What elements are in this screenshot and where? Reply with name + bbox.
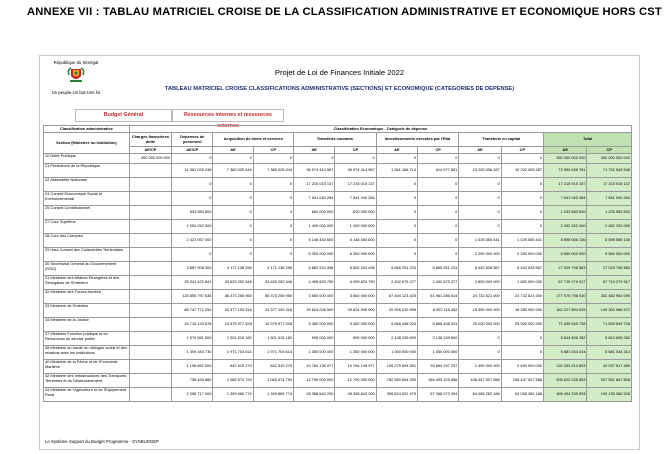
amount-cell: 10 975 977 528	[253, 318, 293, 332]
amount-cell: 0	[501, 220, 543, 234]
amount-cell: 0	[501, 206, 543, 220]
amount-cell: 1 399 665 774	[253, 388, 293, 402]
amount-cell: 0	[418, 178, 459, 192]
section-label: 29 Haut Conseil des Collectivités Territoriales	[44, 248, 130, 262]
total-cell: 17 215 015 137	[587, 178, 632, 192]
amount-cell: 1 350 000 000	[335, 346, 376, 360]
amount-cell: 15 202 006 287	[501, 164, 543, 178]
amount-cell: 2 250 000 000	[459, 248, 501, 262]
total-cell: 5 814 606 282	[587, 332, 632, 346]
amount-cell: 0	[376, 178, 417, 192]
total-cell: 71 839 549 728	[544, 318, 587, 332]
amount-cell	[129, 248, 171, 262]
amount-cell: 11 561 025 248	[172, 164, 213, 178]
amount-cell: 0	[172, 192, 213, 206]
total-cell: 8 550 000 000	[544, 248, 587, 262]
amount-cell: 1 350 000 000	[294, 346, 335, 360]
amount-cell: 0	[418, 154, 459, 164]
amount-cell: 0	[501, 154, 543, 164]
document-title: Projet de Loi de Finances Initiale 2022	[274, 68, 405, 77]
amount-cell	[129, 346, 171, 360]
amount-cell: 0	[253, 192, 293, 206]
section-label: 42 Ministère des Infrastructures des Transports Terrestres et du Désenclavement	[44, 374, 130, 388]
amount-cell: 1 501 515 182	[213, 332, 253, 346]
amount-cell: 108 447 507 588	[459, 374, 501, 388]
total-cell: 42 037 817 489	[587, 360, 632, 374]
amount-cell: 782 560 694 590	[376, 374, 417, 388]
table-row	[44, 192, 632, 206]
amount-cell: 17 215 015 137	[335, 178, 376, 192]
table-row	[44, 262, 632, 276]
amount-cell: 28 358 643 200	[294, 388, 335, 402]
amount-cell: 6 300 000 000	[294, 248, 335, 262]
amount-cell: 0	[253, 154, 293, 164]
amount-cell: 7 541 040 284	[294, 192, 335, 206]
amount-cell: 64 058 282 166	[501, 388, 543, 402]
amount-cell	[129, 318, 171, 332]
amount-cell: 20 926 015 955	[376, 304, 417, 318]
amount-cell	[129, 262, 171, 276]
total-cell: 5 681 044 314	[544, 346, 587, 360]
amount-cell: 0	[253, 234, 293, 248]
amount-cell: 56 373 255 950	[253, 290, 293, 304]
table-row	[44, 276, 632, 290]
ressources-tag: Ressources internes et ressources externes	[172, 109, 284, 122]
amount-cell: 0	[376, 206, 417, 220]
table-row	[44, 346, 632, 360]
amount-cell: 359 624 531 479	[376, 388, 417, 402]
group-header: Transferts courants	[294, 133, 377, 147]
amount-cell: 2 250 000 000	[501, 248, 543, 262]
total-cell: 149 300 986 472	[587, 304, 632, 318]
amount-cell: 1 050 000 000	[376, 346, 417, 360]
group-header: Transferts en capital	[459, 133, 544, 147]
amount-cell: 5 666 438 024	[418, 318, 459, 332]
amount-cell	[129, 332, 171, 346]
amount-cell: 64 058 282 166	[459, 388, 501, 402]
amount-cell: 24 377 193 318	[213, 304, 253, 318]
section-label: 10 Dette Publique	[44, 154, 130, 164]
amount-cell: 0	[459, 346, 501, 360]
amount-cell: 108 447 507 588	[501, 374, 543, 388]
amount-cell: 8 002 118 452	[418, 304, 459, 318]
section-label: 25 Conseil Constitutionnel	[44, 206, 130, 220]
total-cell: 7 541 040 284	[587, 192, 632, 206]
amount-cell: 1 065 574 793	[213, 374, 253, 388]
amount-cell: 0	[501, 332, 543, 346]
amount-cell: 7 380 025 944	[213, 164, 253, 178]
section-label: 40 Ministère de la Pêche et de l'Economie Maritime	[44, 360, 130, 374]
amount-cell: 6 862 924 496	[335, 262, 376, 276]
table-row	[44, 374, 632, 388]
section-label: 34 Ministère de la Justice	[44, 318, 130, 332]
amount-cell: 614 077 551	[418, 164, 459, 178]
amount-cell: 0	[376, 248, 417, 262]
table-subtitle: TABLEAU MATRICIEL CROISE CLASSIFICATIONS ADMINISTRATIVE (SECTIONS) ET ECONOMIQUE (CATEGORIES DE DEPENSE)	[164, 86, 515, 92]
total-cell: 162 227 894 025	[544, 304, 587, 318]
amount-cell: 105 279 894 551	[376, 360, 417, 374]
amount-cell: 0	[335, 154, 376, 164]
total-cell: 350 000 000 000	[587, 154, 632, 164]
table-row	[44, 248, 632, 262]
amount-cell: 15 202 006 287	[459, 164, 501, 178]
amount-cell: 0	[172, 178, 213, 192]
amount-cell: 25 341 421 841	[172, 276, 213, 290]
amount-cell: 5 148 453 600	[335, 234, 376, 248]
total-cell: 7 541 040 284	[544, 192, 587, 206]
amount-cell: 1 065 574 793	[253, 374, 293, 388]
amount-cell	[129, 388, 171, 402]
amount-cell: 29 624 008 500	[294, 304, 335, 318]
total-cell: 67 719 279 917	[587, 276, 632, 290]
amount-cell	[129, 178, 171, 192]
amount-cell: 1 400 000 000	[335, 220, 376, 234]
amount-cell: 1 561 166 714	[376, 164, 417, 178]
amount-cell: 12 790 000 000	[294, 374, 335, 388]
section-label: 27 Cour Suprême	[44, 220, 130, 234]
amount-cell: 0	[459, 206, 501, 220]
amount-cell: 1 579 551 500	[172, 332, 213, 346]
amount-cell: 1 971 703 614	[213, 346, 253, 360]
amount-cell: 0	[501, 178, 543, 192]
total-cell: 17 215 015 137	[544, 178, 587, 192]
amount-cell: 5 148 453 600	[294, 234, 335, 248]
total-cell: 2 452 252 000	[544, 220, 587, 234]
motto: Un peuple-Un but-Une foi	[51, 90, 101, 95]
section-label: 32 Ministère des Forces Armées	[44, 290, 130, 304]
amount-cell: 5 665 251 224	[376, 262, 417, 276]
amount-cell: 1 025 555 441	[459, 234, 501, 248]
sub-header: CP	[253, 147, 293, 154]
total-cell: 27 029 796 583	[587, 262, 632, 276]
amount-cell: 28 358 643 200	[335, 388, 376, 402]
amount-cell: 595 000 000	[294, 332, 335, 346]
amount-cell: 6 862 924 496	[294, 262, 335, 276]
amount-cell: 0	[418, 220, 459, 234]
republic-label: République du Sénégal	[53, 60, 99, 65]
amount-cell: 36 974 414 567	[294, 164, 335, 178]
amount-cell: 7 541 040 284	[335, 192, 376, 206]
table-row	[44, 154, 632, 164]
matrix-table	[43, 125, 632, 402]
total-header: Total	[544, 133, 632, 147]
amount-cell: 350 000 000 000	[129, 154, 171, 164]
table-row	[44, 318, 632, 332]
amount-cell: 0	[172, 248, 213, 262]
amount-cell	[129, 360, 171, 374]
document-sheet	[39, 55, 640, 450]
amount-cell: 0	[418, 206, 459, 220]
total-cell: 5 814 606 282	[544, 332, 587, 346]
amount-cell: 24 732 621 000	[501, 290, 543, 304]
total-cell: 71 731 549 548	[587, 164, 632, 178]
amount-cell	[129, 164, 171, 178]
group-header: Investissements exécutés par l'Etat	[376, 133, 459, 147]
amount-cell: 4 495 829 750	[335, 276, 376, 290]
amount-cell: 0	[418, 248, 459, 262]
table-row	[44, 388, 632, 402]
amount-cell: 600 000 000	[294, 206, 335, 220]
amount-cell: 0	[501, 346, 543, 360]
budget-general-tag: Budget Général	[75, 109, 172, 122]
amount-cell: 36 974 414 567	[335, 164, 376, 178]
total-cell: 193 135 380 526	[587, 388, 632, 402]
amount-cell: 1 971 703 614	[253, 346, 293, 360]
section-label: 31 Ministère des Affaires Etrangères et des Sénégalais de l'Extérieur	[44, 276, 130, 290]
amount-cell: 10 764 136 977	[335, 360, 376, 374]
section-label: 24 Conseil Economique Social et Environnemental	[44, 192, 130, 206]
amount-cell: 0	[294, 154, 335, 164]
section-label: 21 Présidence de la République	[44, 164, 130, 178]
total-cell: 5 681 044 314	[587, 346, 632, 360]
group-header: Dépenses de personnel	[172, 133, 213, 147]
amount-cell: 56 373 255 950	[213, 290, 253, 304]
amount-cell: 2 450 000 000	[501, 360, 543, 374]
amount-cell: 97 268 072 494	[418, 388, 459, 402]
amount-cell: 1 309 340 730	[172, 346, 213, 360]
amount-cell: 1 050 000 000	[418, 346, 459, 360]
amount-cell: 2 402 675 377	[418, 276, 459, 290]
amount-cell: 25 000 000 000	[501, 318, 543, 332]
amount-cell: 633 583 600	[172, 206, 213, 220]
amount-cell: 6 300 000 000	[335, 248, 376, 262]
amount-cell: 67 454 123 425	[376, 290, 417, 304]
amount-cell: 5 482 000 000	[335, 318, 376, 332]
amount-cell: 2 138 139 600	[418, 332, 459, 346]
sub-header: AE/CP	[129, 147, 171, 154]
amount-cell	[129, 374, 171, 388]
amount-cell: 4 495 829 750	[294, 276, 335, 290]
total-cell: 350 000 000 000	[544, 154, 587, 164]
amount-cell	[129, 304, 171, 318]
amount-cell: 2 402 675 377	[376, 276, 417, 290]
sub-header: AE/CP	[172, 147, 213, 154]
amount-cell: 0	[213, 220, 253, 234]
total-cell: 307 551 667 808	[587, 374, 632, 388]
amount-cell: 25 000 000 000	[459, 318, 501, 332]
amount-cell: 5 665 251 224	[418, 262, 459, 276]
sub-header: AE	[213, 147, 253, 154]
amount-cell: 0	[253, 206, 293, 220]
section-label: 28 Cour des Comptes	[44, 234, 130, 248]
section-label: 43 Ministère de l'Agriculture et de l'Equipement Rural	[44, 388, 130, 402]
amount-cell: 0	[253, 220, 293, 234]
section-header: Section (Ministère ou Institution)	[44, 133, 130, 154]
section-label: 38 Ministère du travail du dialogue social et des relations avec les Institutions	[44, 346, 130, 360]
amount-cell: 2 058 717 000	[172, 388, 213, 402]
table-row	[44, 360, 632, 374]
amount-cell: 0	[213, 234, 253, 248]
annex-title: ANNEXE VII : TABLAU MATRICIEL CROISE DE LA CLASSIFICATION ADMINISTRATIVE ET ECONOMIQUE HORS CST	[27, 6, 662, 18]
amount-cell: 24 377 193 318	[253, 304, 293, 318]
amount-cell: 10 764 136 977	[294, 360, 335, 374]
total-cell: 71 839 549 728	[587, 318, 632, 332]
amount-cell	[129, 276, 171, 290]
amount-cell: 4 171 138 296	[213, 262, 253, 276]
amount-cell: 0	[213, 206, 253, 220]
amount-cell: 6 442 528 567	[459, 262, 501, 276]
amount-cell: 0	[459, 332, 501, 346]
section-label: 30 Secrétariat Général du Gouvernement (SGG)	[44, 262, 130, 276]
sub-header: CP	[501, 147, 543, 154]
amount-cell: 1 501 515 182	[253, 332, 293, 346]
total-cell: 27 029 796 583	[544, 262, 587, 276]
amount-cell	[129, 234, 171, 248]
amount-cell: 24 732 621 000	[459, 290, 501, 304]
amount-cell: 29 624 008 500	[335, 304, 376, 318]
amount-cell: 3 560 000 000	[335, 290, 376, 304]
total-cell: 262 482 961 099	[587, 290, 632, 304]
amount-cell: 758 459 882	[172, 374, 213, 388]
amount-cell: 0	[376, 234, 417, 248]
amount-cell: 0	[459, 220, 501, 234]
sub-header: AE	[294, 147, 335, 154]
total-cell: 2 452 252 000	[587, 220, 632, 234]
amount-cell: 88 747 771 252	[172, 304, 213, 318]
amount-cell: 4 171 138 296	[253, 262, 293, 276]
amount-cell: 0	[213, 178, 253, 192]
amount-cell: 3 887 906 000	[172, 262, 213, 276]
amount-cell: 33 629 252 946	[213, 276, 253, 290]
amount-cell: 0	[172, 154, 213, 164]
amount-cell: 2 421 057 000	[172, 234, 213, 248]
amount-cell: 125 855 797 635	[172, 290, 213, 304]
amount-cell	[129, 220, 171, 234]
amount-cell: 0	[459, 154, 501, 164]
amount-cell: 1 052 252 000	[172, 220, 213, 234]
classification-eco-header: Classification Economique - Catégorie de dépense	[129, 126, 631, 133]
amount-cell	[129, 206, 171, 220]
sub-header: CP	[418, 147, 459, 154]
amount-cell: 7 380 025 944	[253, 164, 293, 178]
amount-cell: 10 975 977 528	[213, 318, 253, 332]
sub-header: AE	[376, 147, 417, 154]
amount-cell: 0	[459, 178, 501, 192]
amount-cell: 12 790 000 000	[335, 374, 376, 388]
amount-cell: 1 400 000 000	[294, 220, 335, 234]
sub-header: CP	[587, 147, 632, 154]
amount-cell: 600 000 000	[335, 206, 376, 220]
table-row	[44, 206, 632, 220]
table-row	[44, 164, 632, 178]
amount-cell: 1 399 665 774	[213, 388, 253, 402]
amount-cell: 0	[418, 234, 459, 248]
amount-cell	[129, 192, 171, 206]
amount-cell: 642 519 270	[253, 360, 293, 374]
amount-cell: 5 666 438 024	[376, 318, 417, 332]
table-row	[44, 178, 632, 192]
group-header: Charges financières dette	[129, 133, 171, 147]
section-label: 37 Ministère Fonction publique et du Renouveau du service public	[44, 332, 130, 346]
total-cell: 1 233 583 600	[587, 206, 632, 220]
amount-cell: 186 490 125 656	[418, 374, 459, 388]
total-cell: 8 595 066 136	[544, 234, 587, 248]
amount-cell: 5 482 000 000	[294, 318, 335, 332]
amount-cell: 0	[376, 154, 417, 164]
amount-cell: 0	[213, 154, 253, 164]
amount-cell: 51 961 286 514	[418, 290, 459, 304]
table-row	[44, 332, 632, 346]
total-cell: 8 595 066 136	[587, 234, 632, 248]
amount-cell: 1 196 862 000	[172, 360, 213, 374]
section-label: 33 Ministère de l'Intérieur	[44, 304, 130, 318]
footer-note: Le Système Support du Budget Programme - SYSBUDGEP	[45, 439, 159, 444]
amount-cell	[129, 290, 171, 304]
amount-cell: 25 664 297 237	[418, 360, 459, 374]
amount-cell: 18 350 000 000	[501, 304, 543, 318]
amount-cell: 3 560 000 000	[294, 290, 335, 304]
total-cell: 120 333 414 803	[544, 360, 587, 374]
amount-cell: 1 850 000 000	[459, 276, 501, 290]
amount-cell: 17 215 015 137	[294, 178, 335, 192]
sub-header: CP	[335, 147, 376, 154]
table-row	[44, 234, 632, 248]
total-cell: 67 719 279 917	[544, 276, 587, 290]
amount-cell: 0	[418, 192, 459, 206]
total-cell: 455 494 239 593	[544, 388, 587, 402]
amount-cell: 0	[459, 192, 501, 206]
total-cell: 8 550 000 000	[587, 248, 632, 262]
table-row	[44, 304, 632, 318]
sub-header: AE	[459, 147, 501, 154]
amount-cell: 0	[213, 248, 253, 262]
group-header: Acquisition de biens et services	[213, 133, 294, 147]
total-cell: 72 699 638 761	[544, 164, 587, 178]
amount-cell: 6 442 528 567	[501, 262, 543, 276]
amount-cell: 2 138 139 600	[376, 332, 417, 346]
amount-cell: 0	[253, 178, 293, 192]
amount-cell: 0	[253, 248, 293, 262]
classification-admin-header: Classification administrative	[44, 126, 130, 133]
total-cell: 905 622 236 853	[544, 374, 587, 388]
amount-cell: 0	[213, 192, 253, 206]
amount-cell: 18 350 000 000	[459, 304, 501, 318]
sub-header: AE	[544, 147, 587, 154]
amount-cell: 0	[501, 192, 543, 206]
amount-cell: 1 025 555 441	[501, 234, 543, 248]
amount-cell: 1 850 000 000	[501, 276, 543, 290]
table-row	[44, 220, 632, 234]
total-cell: 1 233 583 600	[544, 206, 587, 220]
total-cell: 277 975 798 010	[544, 290, 587, 304]
amount-cell: 2 450 000 000	[459, 360, 501, 374]
amount-cell: 24 715 133 678	[172, 318, 213, 332]
table-row	[44, 290, 632, 304]
amount-cell: 642 519 270	[213, 360, 253, 374]
amount-cell: 0	[376, 220, 417, 234]
amount-cell: 33 629 252 946	[253, 276, 293, 290]
amount-cell: 0	[376, 192, 417, 206]
amount-cell: 595 000 000	[335, 332, 376, 346]
section-label: 22 Assemblée Nationale	[44, 178, 130, 192]
